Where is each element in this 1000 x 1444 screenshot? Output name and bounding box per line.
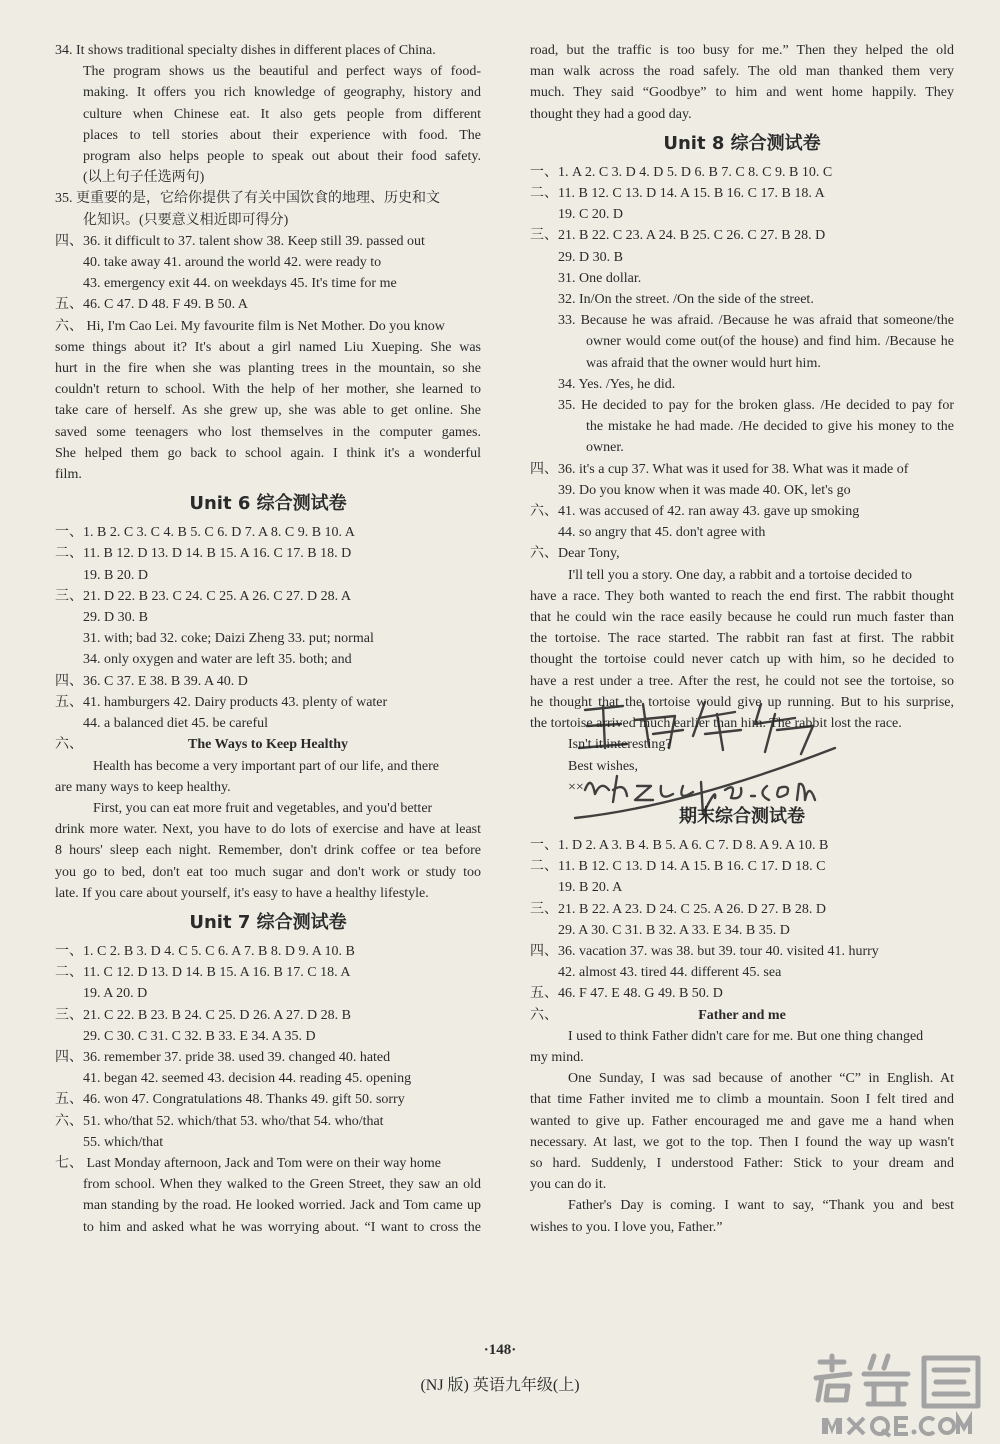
- text-line: 五、46. won 47. Congratulations 48. Thanks 49. gift 50. sorry: [55, 1092, 405, 1108]
- text-line: was afraid that the owner would hurt him.: [586, 355, 821, 371]
- text-line: 七、 Last Monday afternoon, Jack and Tom were on their way home: [55, 1155, 441, 1171]
- text-line: 43. emergency exit 44. on weekdays 45. It's time for me: [83, 276, 397, 292]
- unit6-answers: [55, 522, 481, 734]
- text-line: First, you can eat more fruit and vegetables, and you'd better: [93, 800, 433, 816]
- text-line: the tortoise arrived much earlier than him. The rabbit lost the race.: [530, 716, 902, 732]
- text-line: the mistake he had made. /He decided to give his money to the: [586, 419, 954, 435]
- text-line: are many ways to keep healthy.: [55, 779, 231, 795]
- logo-stroke: [864, 1356, 908, 1404]
- section-4-answers: [55, 231, 481, 295]
- essay-label: 六、: [530, 1007, 558, 1023]
- q34-answer: [55, 40, 481, 188]
- text-line: 35. 更重要的是，它给你提供了有关中国饮食的地理、历史和文: [55, 191, 440, 207]
- page-number: ·148·: [483, 1342, 517, 1358]
- text-line: 29. D 30. B: [558, 249, 623, 265]
- text-line: 19. A 20. D: [83, 986, 148, 1002]
- text-line: take care of herself. As she grew up, she was able to get online. She: [55, 403, 481, 419]
- text-line: The program shows us the beautiful and perfect ways of food-: [83, 64, 481, 80]
- unit8-more-answers: [530, 459, 954, 544]
- text-line: my mind.: [530, 1049, 584, 1065]
- text-line: wishes to you. I love you, Father.”: [530, 1219, 723, 1235]
- text-line: ××: [568, 779, 584, 795]
- q35-answer: [55, 188, 481, 230]
- logo-letter: [921, 1418, 970, 1434]
- text-line: 41. began 42. seemed 43. decision 44. reading 45. opening: [83, 1071, 412, 1087]
- logo-letter: [848, 1418, 864, 1434]
- text-line: Best wishes,: [568, 758, 638, 774]
- essay-title: The Ways to Keep Healthy: [188, 737, 348, 753]
- text-line: 一、1. D 2. A 3. B 4. B 5. A 6. C 7. D 8. A 9. A 10. B: [530, 837, 829, 853]
- text-line: 29. C 30. C 31. C 32. B 33. E 34. A 35. D: [83, 1028, 316, 1044]
- text-line: necessary. At last, we got to the top. Then I found the way up wasn't: [530, 1134, 954, 1150]
- logo-stroke: [924, 1358, 978, 1406]
- text-line: 五、46. F 47. E 48. G 49. B 50. D: [530, 986, 723, 1002]
- text-line: from school. When they walked to the Green Street, they saw an old: [83, 1177, 481, 1193]
- text-line: thought the tortoise could never catch up with him, so he decided to: [530, 652, 954, 668]
- text-line: he thought that the tortoise would give up running. But to his surprise,: [530, 694, 954, 710]
- text-line: She helped them go back to school again. I think it's a wonderful: [55, 445, 481, 461]
- essay-title: Father and me: [698, 1007, 786, 1023]
- text-line: saved some teenagers who lost themselves in the computer games.: [55, 424, 481, 440]
- text-line: much. They said “Goodbye” to him and went home happily. They: [530, 85, 954, 101]
- unit6-title: Unit 6 综合测试卷: [189, 493, 347, 515]
- text-line: 一、1. B 2. C 3. C 4. B 5. C 6. D 7. A 8. C 9. B 10. A: [55, 525, 355, 541]
- text-line: 44. so angry that 45. don't agree with: [558, 525, 766, 541]
- logo-dot: [912, 1430, 917, 1435]
- text-line: couldn't return to school. With the help of her mother, she learned to: [55, 382, 481, 398]
- text-line: 三、21. D 22. B 23. C 24. C 25. A 26. C 27. D 28. A: [55, 588, 351, 604]
- text-line: 34. only oxygen and water are left 35. both; and: [83, 652, 352, 668]
- text-line: I'll tell you a story. One day, a rabbit and a tortoise decided to: [568, 567, 912, 583]
- text-line: owner would come out(of the house) and find him. /Because he: [586, 334, 954, 350]
- text-line: you can do it.: [530, 1177, 607, 1193]
- text-line: 三、21. B 22. A 23. D 24. C 25. A 26. D 27. B 28. D: [530, 901, 826, 917]
- text-line: 31. One dollar.: [558, 270, 642, 286]
- text-line: 六、51. who/that 52. which/that 53. who/that 54. who/that: [55, 1113, 384, 1129]
- final-exam-title: 期末综合测试卷: [679, 805, 805, 827]
- final-exam-answers: [530, 835, 954, 1005]
- text-line: 44. a balanced diet 45. be careful: [83, 716, 269, 732]
- text-line: (以上句子任选两句): [83, 170, 205, 186]
- text-line: man walk across the road safely. The old man thanked them very: [530, 64, 954, 80]
- text-line: 三、21. B 22. C 23. A 24. B 25. C 26. C 27. B 28. D: [530, 228, 826, 244]
- text-line: thought they had a good day.: [530, 106, 692, 122]
- text-line: 二、11. C 12. D 13. D 14. B 15. A 16. B 17. C 18. A: [55, 965, 351, 981]
- text-line: hurt in the fire when she was planting trees in the mountain, so she: [55, 361, 481, 377]
- text-line: 六、 Hi, I'm Cao Lei. My favourite film is Net Mother. Do you know: [55, 318, 445, 334]
- text-line: late. If you care about yourself, it's easy to have a healthy lifestyle.: [55, 885, 429, 901]
- text-line: 55. which/that: [83, 1134, 164, 1150]
- text-line: 35. He decided to pay for the broken glass. /He decided to pay for: [558, 398, 954, 414]
- logo-letter: [896, 1418, 908, 1434]
- unit8-answers: [530, 162, 954, 310]
- unit8-q34: 34. Yes. /Yes, he did.: [558, 376, 676, 392]
- text-line: 二、11. B 12. C 13. D 14. A 15. B 16. C 17. D 18. C: [530, 859, 826, 875]
- unit7-title: Unit 7 综合测试卷: [189, 911, 347, 933]
- text-line: 8 hours' sleep each night. Remember, don't drink coffee or tea before: [55, 843, 481, 859]
- unit7-essay-continued: [530, 40, 954, 125]
- text-line: 五、41. hamburgers 42. Dairy products 43. plenty of water: [55, 694, 388, 710]
- book-title: (NJ 版) 英语九年级(上): [420, 1377, 580, 1394]
- text-line: so hard. Suddenly, I understood Father: Stick to your dream and: [530, 1155, 954, 1171]
- section-6-essay: [55, 316, 481, 486]
- unit6-essay-heading: [55, 734, 481, 755]
- text-line: 34. It shows traditional specialty dishes in different places of China.: [55, 43, 436, 58]
- left-column: [55, 40, 481, 1238]
- unit6-essay: [55, 756, 481, 904]
- text-line: 39. Do you know when it was made 40. OK, let's go: [558, 482, 851, 498]
- text-line: 六、Dear Tony,: [530, 546, 620, 562]
- text-line: 三、21. C 22. B 23. B 24. C 25. D 26. A 27. D 28. B: [55, 1007, 351, 1023]
- section-5-answers: 五、46. C 47. D 48. F 49. B 50. A: [55, 297, 248, 313]
- text-line: 四、36. vacation 37. was 38. but 39. tour 40. visited 41. hurry: [530, 943, 879, 959]
- text-line: Health has become a very important part of our life, and there: [93, 758, 439, 774]
- logo-stroke: [816, 1356, 850, 1400]
- text-line: 19. B 20. D: [83, 567, 148, 583]
- unit7-answers: [55, 941, 481, 1153]
- text-line: places to tell stories about their experience with food. The: [83, 127, 481, 143]
- text-line: 40. take away 41. around the world 42. were ready to: [83, 255, 382, 271]
- text-line: culture when Chinese eat. It also gets people from different: [83, 106, 481, 122]
- text-line: film.: [55, 467, 82, 483]
- unit8-q35: [530, 395, 954, 459]
- text-line: that time Father invited me to climb a mountain. Soon I felt tired and: [530, 1092, 954, 1108]
- text-line: 一、1. A 2. C 3. D 4. D 5. D 6. B 7. C 8. C 9. B 10. C: [530, 164, 833, 180]
- text-line: I used to think Father didn't care for me. But one thing changed: [568, 1028, 924, 1044]
- text-line: 19. C 20. D: [558, 207, 623, 223]
- text-line: 四、36. it's a cup 37. What was it used for 38. What was it made of: [530, 461, 909, 477]
- text-line: 四、36. remember 37. pride 38. used 39. changed 40. hated: [55, 1049, 391, 1065]
- text-line: making. It offers you rich knowledge of geography, history and: [83, 85, 481, 101]
- text-line: One Sunday, I was sad because of another “C” in English. At: [568, 1071, 954, 1087]
- text-line: 二、11. B 12. D 13. D 14. B 15. A 16. C 17. B 18. D: [55, 546, 352, 562]
- text-line: 32. In/On the street. /On the side of the street.: [558, 292, 814, 308]
- text-line: 19. B 20. A: [558, 880, 623, 896]
- text-line: the tortoise. The race started. The rabbit ran fast at first. The rabbit: [530, 631, 954, 647]
- text-line: 化知识。(只要意义相近即可得分): [83, 212, 289, 228]
- text-line: 42. almost 43. tired 44. different 45. sea: [558, 965, 782, 981]
- text-line: 29. D 30. B: [83, 610, 148, 626]
- right-column: [530, 40, 954, 1238]
- unit7-essay: [55, 1153, 481, 1238]
- text-line: 一、1. C 2. B 3. D 4. C 5. C 6. A 7. B 8. D 9. A 10. B: [55, 943, 355, 959]
- text-line: some things about it? It's about a girl named Liu Xueping. She was: [55, 339, 481, 355]
- text-line: road, but the traffic is too busy for me.” Then they helped the old: [530, 43, 954, 58]
- text-line: 33. Because he was afraid. /Because he was afraid that someone/the: [558, 313, 954, 329]
- text-line: program also helps people to speak out about their food safety.: [83, 149, 481, 165]
- logo-letter: [822, 1418, 842, 1434]
- text-line: 二、11. B 12. C 13. D 14. A 15. B 16. C 17. B 18. A: [530, 186, 825, 202]
- unit8-letter: [530, 543, 954, 797]
- final-essay: [530, 1026, 954, 1238]
- logo-letter: [872, 1418, 890, 1436]
- text-line: 六、41. was accused of 42. ran away 43. gave up smoking: [530, 504, 860, 520]
- text-line: Isn't it interesting?: [568, 737, 672, 753]
- final-essay-heading: [530, 1005, 954, 1026]
- text-line: you go to bed, don't eat too much sugar and don't work or study too: [55, 864, 481, 880]
- text-line: drink more water. Next, you have to do lots of exercise and have at least: [55, 822, 481, 838]
- text-line: 四、36. C 37. E 38. B 39. A 40. D: [55, 673, 248, 689]
- unit8-q33: [530, 310, 954, 374]
- site-logo: [808, 1348, 988, 1438]
- text-line: that he could win the race easily because he could run much faster than: [530, 610, 954, 626]
- essay-label: 六、: [55, 737, 83, 753]
- text-line: have a race. They both wanted to reach the end first. The rabbit thought: [530, 588, 954, 604]
- text-line: man standing by the road. He looked worried. Jack and Tom came up: [83, 1198, 481, 1214]
- unit8-title: Unit 8 综合测试卷: [663, 132, 821, 154]
- text-line: Father's Day is coming. I want to say, “Thank you and best: [568, 1198, 954, 1214]
- text-line: 29. A 30. C 31. B 32. A 33. E 34. B 35. D: [558, 922, 790, 938]
- text-line: to him and asked what he was worrying about. “I want to cross the: [83, 1219, 481, 1235]
- text-line: 四、36. it difficult to 37. talent show 38. Keep still 39. passed out: [55, 233, 425, 249]
- text-line: owner.: [586, 440, 624, 456]
- text-line: have a rest under a tree. After the rest, he could not see the tortoise, so: [530, 673, 954, 689]
- text-line: 31. with; bad 32. coke; Daizi Zheng 33. put; normal: [83, 631, 374, 647]
- text-line: wanted to give up. Father encouraged me and gave me a hand when: [530, 1113, 954, 1129]
